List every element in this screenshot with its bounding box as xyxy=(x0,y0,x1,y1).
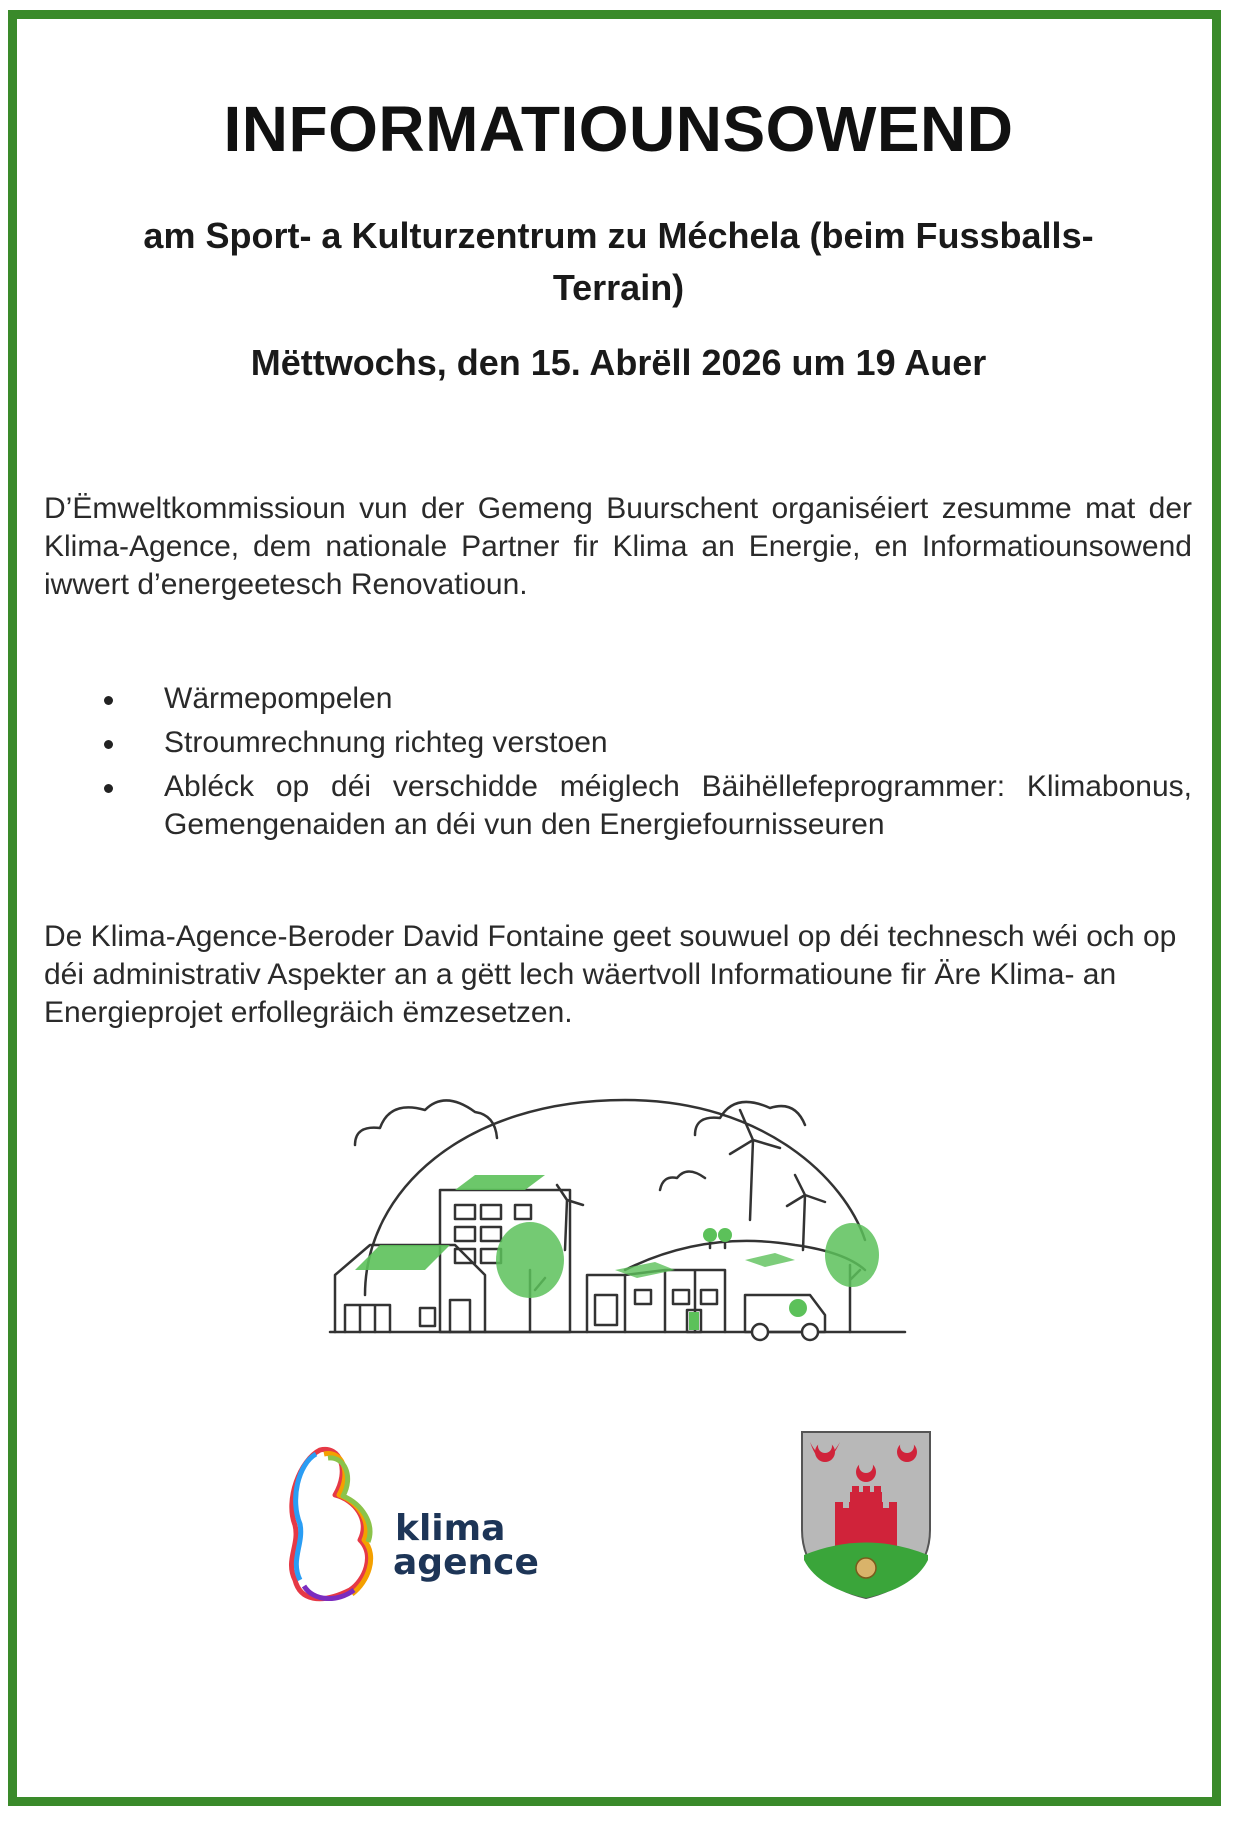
tree-canopy xyxy=(496,1222,564,1298)
charger-icon xyxy=(689,1312,699,1330)
topic-text: Abléck op déi verschidde méiglech Bäihëllefeprogrammer: Klimabonus, Gemengenaiden an déi vun den Energiefournisseuren xyxy=(164,770,1192,841)
cloud-icon xyxy=(660,1172,705,1191)
cloud-icon xyxy=(355,1100,497,1145)
klima-agence-wordmark xyxy=(393,1508,539,1583)
bullet-icon xyxy=(104,696,113,705)
low-buildings xyxy=(587,1270,725,1332)
topic-text: Stroumrechnung richteg verstoen xyxy=(164,726,608,759)
list-item xyxy=(44,724,1192,762)
intro-paragraph: D’Ëmweltkommissioun vun der Gemeng Buurschent organiséiert zesumme mat der Klima-Agence, dem nationale Partner fir Klima an Energie, en Informatiounsowend iwwert d’energeetesch Renovatioun. xyxy=(44,492,1192,601)
topic-list xyxy=(44,680,1192,850)
list-item xyxy=(44,768,1192,844)
agence-word: agence xyxy=(393,1542,539,1583)
closing-paragraph: De Klima-Agence-Beroder David Fontaine geet souwuel op déi technesch wéi och op déi administrativ Aspekter an a gëtt lech wäertvoll Informatioune fir Äre Klima- an Energieprojet erfollegräich ëmzesetzen. xyxy=(44,920,1177,1029)
coat-of-arms-icon xyxy=(800,1430,932,1600)
sustainable-town-illustration xyxy=(325,1070,915,1345)
solar-panel-icon xyxy=(355,1245,450,1270)
event-title: INFORMATIOUNSOWEND xyxy=(223,93,1014,165)
topic-text: Wärmepompelen xyxy=(164,682,393,715)
wind-turbine-icon xyxy=(787,1175,825,1250)
tree-canopy xyxy=(825,1223,879,1287)
event-location: am Sport- a Kulturzentrum zu Méchela (beim Fussballs-Terrain) xyxy=(143,215,1094,308)
klima-word: klima xyxy=(395,1508,506,1549)
bullet-icon xyxy=(104,784,113,793)
list-item xyxy=(44,680,1192,718)
event-datetime: Mëttwochs, den 15. Abrëll 2026 um 19 Auer xyxy=(250,342,987,383)
ev-charge-icon xyxy=(789,1299,807,1317)
bullet-icon xyxy=(104,740,113,749)
solar-panel-icon xyxy=(455,1175,545,1190)
